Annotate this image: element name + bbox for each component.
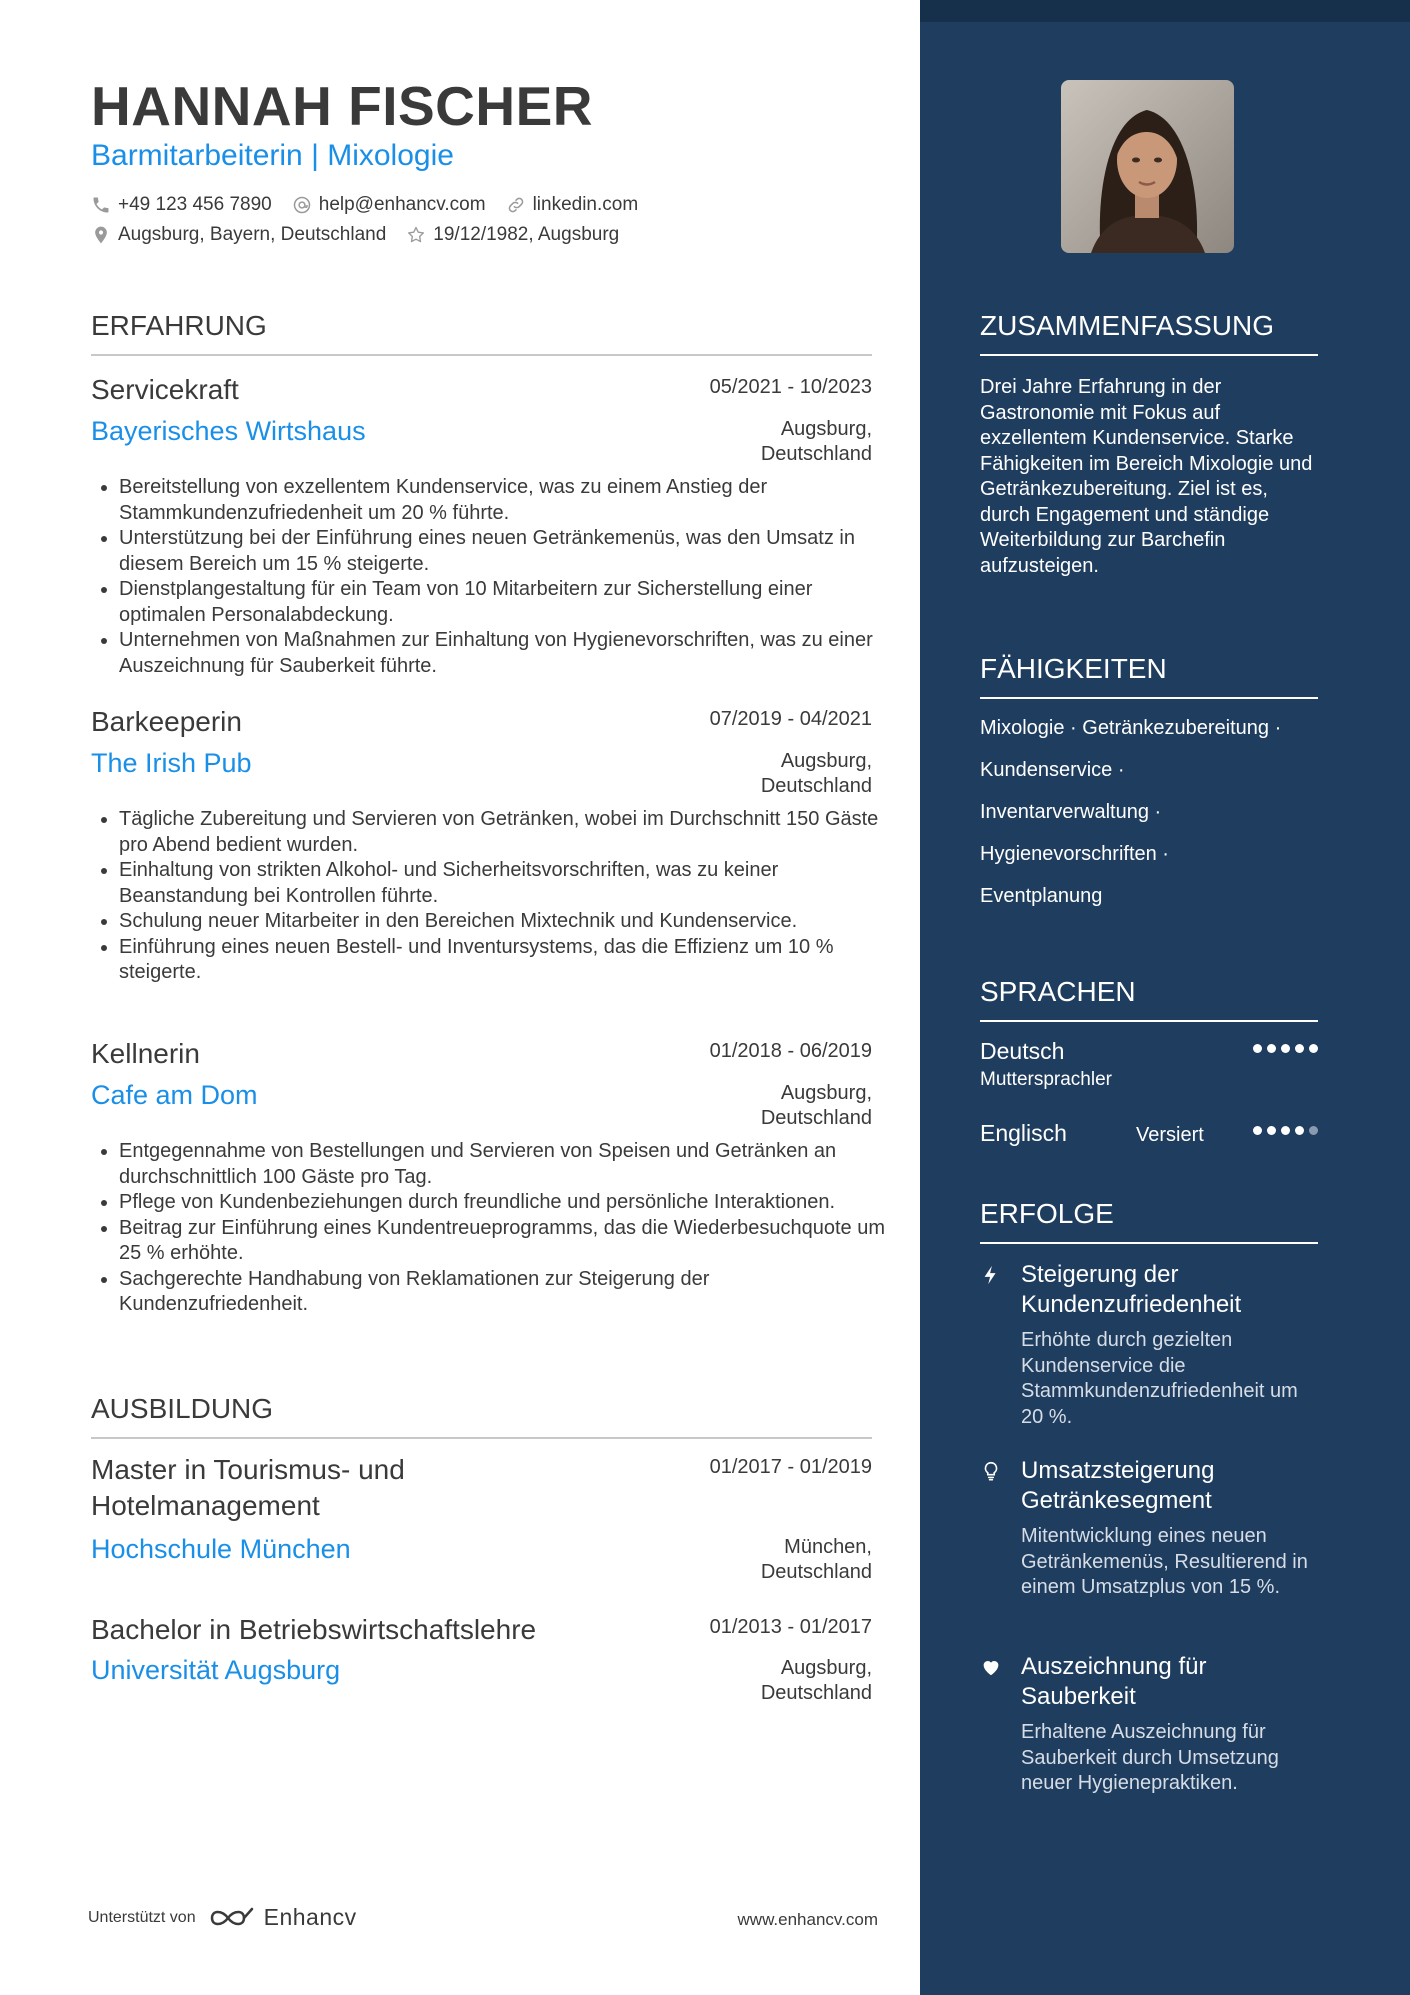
section-title-education: AUSBILDUNG xyxy=(91,1393,872,1439)
job-company[interactable]: Cafe am Dom xyxy=(91,1080,258,1110)
phone-text: +49 123 456 7890 xyxy=(118,194,272,215)
bullet-item: • Unterstützung bei der Einführung eines neuen Getränkemenüs, was den Umsatz in diesem Bereich um 15 % steigerte. xyxy=(119,526,900,577)
sidebar-top-strip xyxy=(920,0,1410,22)
candidate-name: HANNAH FISCHER xyxy=(91,75,593,137)
candidate-subtitle: Barmitarbeiterin | Mixologie xyxy=(91,139,454,172)
job-entry xyxy=(91,1036,885,1346)
lightbulb-icon xyxy=(980,1460,1002,1482)
degree-title xyxy=(91,1612,651,1648)
profile-photo xyxy=(1061,80,1234,253)
degree-line: Bachelor in Betriebswirtschaftslehre xyxy=(91,1614,537,1645)
rating-dot-filled xyxy=(1281,1126,1290,1135)
job-company[interactable]: Bayerisches Wirtshaus xyxy=(91,416,366,446)
link-icon xyxy=(506,195,526,215)
bullet-item: • Schulung neuer Mitarbeiter in den Bereichen Mixtechnik und Kundenservice. xyxy=(119,909,900,935)
lightning-icon xyxy=(980,1264,1002,1286)
section-title-summary: ZUSAMMENFASSUNG xyxy=(980,310,1318,356)
school-location-country: Deutschland xyxy=(760,1682,872,1704)
at-icon xyxy=(292,195,312,215)
achievement-title: Umsatzsteigerung Getränkesegment xyxy=(1021,1457,1215,1514)
language-level: Muttersprachler xyxy=(980,1069,1112,1090)
rating-dot-filled xyxy=(1253,1044,1262,1053)
summary-text: Drei Jahre Erfahrung in der Gastronomie mit Fokus auf exzellentem Kundenservice. Starke Fähigkeiten im Bereich Mixologie und Getränkezubereitung. Ziel ist es, durch Engagement und ständige Weiterbildung zur Barchefin aufzusteigen. xyxy=(980,376,1313,577)
job-title: Servicekraft xyxy=(91,374,239,405)
job-bullets xyxy=(91,475,900,679)
job-location xyxy=(761,749,872,799)
footer-website[interactable]: www.enhancv.com xyxy=(737,1910,878,1929)
job-date: 07/2019 - 04/2021 xyxy=(709,708,872,730)
skill-line: Kundenservice · xyxy=(980,759,1125,781)
contact-row-2 xyxy=(91,224,639,246)
skill-line: Hygienevorschriften · xyxy=(980,843,1169,865)
location-pin-icon xyxy=(91,225,111,245)
job-location-country: Deutschland xyxy=(760,775,872,797)
achievement-desc: Erhaltene Auszeichnung für Sauberkeit durch Umsetzung neuer Hygienepraktiken. xyxy=(1021,1721,1279,1794)
job-location-city: Augsburg, xyxy=(780,750,872,772)
portrait-image xyxy=(1061,80,1234,253)
job-location-country: Deutschland xyxy=(760,1107,872,1129)
bullet-item: • Dienstplangestaltung für ein Team von 10 Mitarbeitern zur Sicherstellung einer optimalen Personalabdeckung. xyxy=(119,577,900,628)
contact-email[interactable] xyxy=(292,194,486,216)
section-title-languages: SPRACHEN xyxy=(980,976,1318,1022)
job-date: 01/2018 - 06/2019 xyxy=(709,1040,872,1062)
contact-location xyxy=(91,224,386,246)
job-title: Kellnerin xyxy=(91,1038,200,1069)
bullet-item: • Pflege von Kundenbeziehungen durch freundliche und persönliche Interaktionen. xyxy=(119,1190,900,1216)
achievement-item xyxy=(980,1260,1318,1430)
bullet-item: • Einhaltung von strikten Alkohol- und Sicherheitsvorschriften, was zu keiner Beanstandung bei Kontrollen führte. xyxy=(119,858,900,909)
language-name: Englisch xyxy=(980,1120,1067,1146)
job-location-city: Augsburg, xyxy=(780,418,872,440)
degree-line: Hotelmanagement xyxy=(91,1490,320,1521)
rating-dot-filled xyxy=(1295,1126,1304,1135)
section-title-experience: ERFAHRUNG xyxy=(91,310,872,356)
bullet-item: • Bereitstellung von exzellentem Kundenservice, was zu einem Anstieg der Stammkundenzufriedenheit um 20 % führte. xyxy=(119,475,900,526)
bullet-item: • Sachgerechte Handhabung von Reklamationen zur Steigerung der Kundenzufriedenheit. xyxy=(119,1267,900,1318)
skill-line: Eventplanung xyxy=(980,885,1103,907)
job-entry xyxy=(91,704,879,1014)
job-date: 05/2021 - 10/2023 xyxy=(709,376,872,398)
school-name[interactable]: Hochschule München xyxy=(91,1534,351,1564)
language-rating xyxy=(1248,1044,1318,1053)
footer-powered-by xyxy=(88,1904,357,1931)
education-date: 01/2013 - 01/2017 xyxy=(709,1616,872,1638)
bullet-item: • Einführung eines neuen Bestell- und Inventursystems, das die Effizienz um 10 % steigerte. xyxy=(119,935,900,986)
skill-line: Mixologie · Getränkezubereitung · xyxy=(980,717,1282,739)
email-text: help@enhancv.com xyxy=(318,194,486,215)
rating-dot-filled xyxy=(1295,1044,1304,1053)
language-item xyxy=(980,1038,1318,1098)
linkedin-text: linkedin.com xyxy=(532,194,639,215)
job-bullets xyxy=(91,1139,900,1318)
job-bullets xyxy=(91,807,900,986)
school-location-country: Deutschland xyxy=(760,1561,872,1583)
achievement-desc: Erhöhte durch gezielten Kundenservice die Stammkundenzufriedenheit um 20 %. xyxy=(1021,1329,1298,1428)
achievement-desc: Mitentwicklung eines neuen Getränkemenüs, Resultierend in einem Umsatzplus von 15 %. xyxy=(1021,1525,1308,1598)
education-entry xyxy=(91,1452,872,1592)
rating-dot-filled xyxy=(1253,1126,1262,1135)
achievement-item xyxy=(980,1456,1318,1626)
bullet-item: • Entgegennahme von Bestellungen und Servieren von Speisen und Getränken an durchschnittlich 100 Gäste pro Tag. xyxy=(119,1139,900,1190)
job-title: Barkeeperin xyxy=(91,706,242,737)
education-date: 01/2017 - 01/2019 xyxy=(709,1456,872,1478)
school-location xyxy=(761,1656,872,1706)
school-location-city: Augsburg, xyxy=(780,1657,872,1679)
rating-dot-filled xyxy=(1309,1044,1318,1053)
degree-title xyxy=(91,1452,651,1524)
school-location xyxy=(761,1535,872,1585)
section-title-skills: FÄHIGKEITEN xyxy=(980,653,1318,699)
education-entry xyxy=(91,1612,872,1712)
phone-icon xyxy=(91,195,111,215)
powered-by-text: Unterstützt von xyxy=(88,1908,196,1926)
location-text: Augsburg, Bayern, Deutschland xyxy=(118,224,387,245)
rating-dot-filled xyxy=(1267,1126,1276,1135)
contact-birth xyxy=(406,224,619,246)
rating-dot-empty xyxy=(1309,1126,1318,1135)
rating-dot-filled xyxy=(1267,1044,1276,1053)
section-title-achievements: ERFOLGE xyxy=(980,1198,1318,1244)
school-location-city: München, xyxy=(784,1536,872,1558)
achievement-item xyxy=(980,1652,1318,1802)
bullet-item: • Unternehmen von Maßnahmen zur Einhaltung von Hygienevorschriften, was zu einer Auszeichnung für Sauberkeit führte. xyxy=(119,628,900,679)
job-location-country: Deutschland xyxy=(760,443,872,465)
job-company[interactable]: The Irish Pub xyxy=(91,748,252,778)
heart-icon xyxy=(980,1656,1002,1678)
contact-linkedin[interactable] xyxy=(506,194,639,216)
school-name[interactable]: Universität Augsburg xyxy=(91,1655,341,1685)
bullet-item: • Tägliche Zubereitung und Servieren von Getränken, wobei im Durchschnitt 150 Gäste pro Abend bedient wurden. xyxy=(119,807,900,858)
job-location-city: Augsburg, xyxy=(780,1082,872,1104)
bullet-item: • Beitrag zur Einführung eines Kundentreueprogramms, das die Wiederbesuchquote um 25 % erhöhte. xyxy=(119,1216,900,1267)
language-name: Deutsch xyxy=(980,1038,1065,1064)
rating-dot-filled xyxy=(1281,1044,1290,1053)
birth-text: 19/12/1982, Augsburg xyxy=(433,224,620,245)
skill-line: Inventarverwaltung · xyxy=(980,801,1162,823)
contact-phone[interactable] xyxy=(91,194,272,216)
degree-line: Master in Tourismus- und xyxy=(91,1454,405,1485)
enhancv-logo-icon xyxy=(208,1905,256,1931)
achievement-title: Steigerung der Kundenzufriedenheit xyxy=(1021,1261,1242,1318)
brand-name: Enhancv xyxy=(263,1904,357,1930)
language-rating xyxy=(1248,1126,1318,1135)
language-level: Versiert xyxy=(1136,1124,1204,1146)
achievement-title: Auszeichnung für Sauberkeit xyxy=(1021,1653,1207,1710)
job-entry xyxy=(91,372,872,682)
job-location xyxy=(761,417,872,467)
language-item xyxy=(980,1120,1318,1156)
job-location xyxy=(761,1081,872,1131)
contact-row-1 xyxy=(91,194,658,216)
star-icon xyxy=(406,225,426,245)
